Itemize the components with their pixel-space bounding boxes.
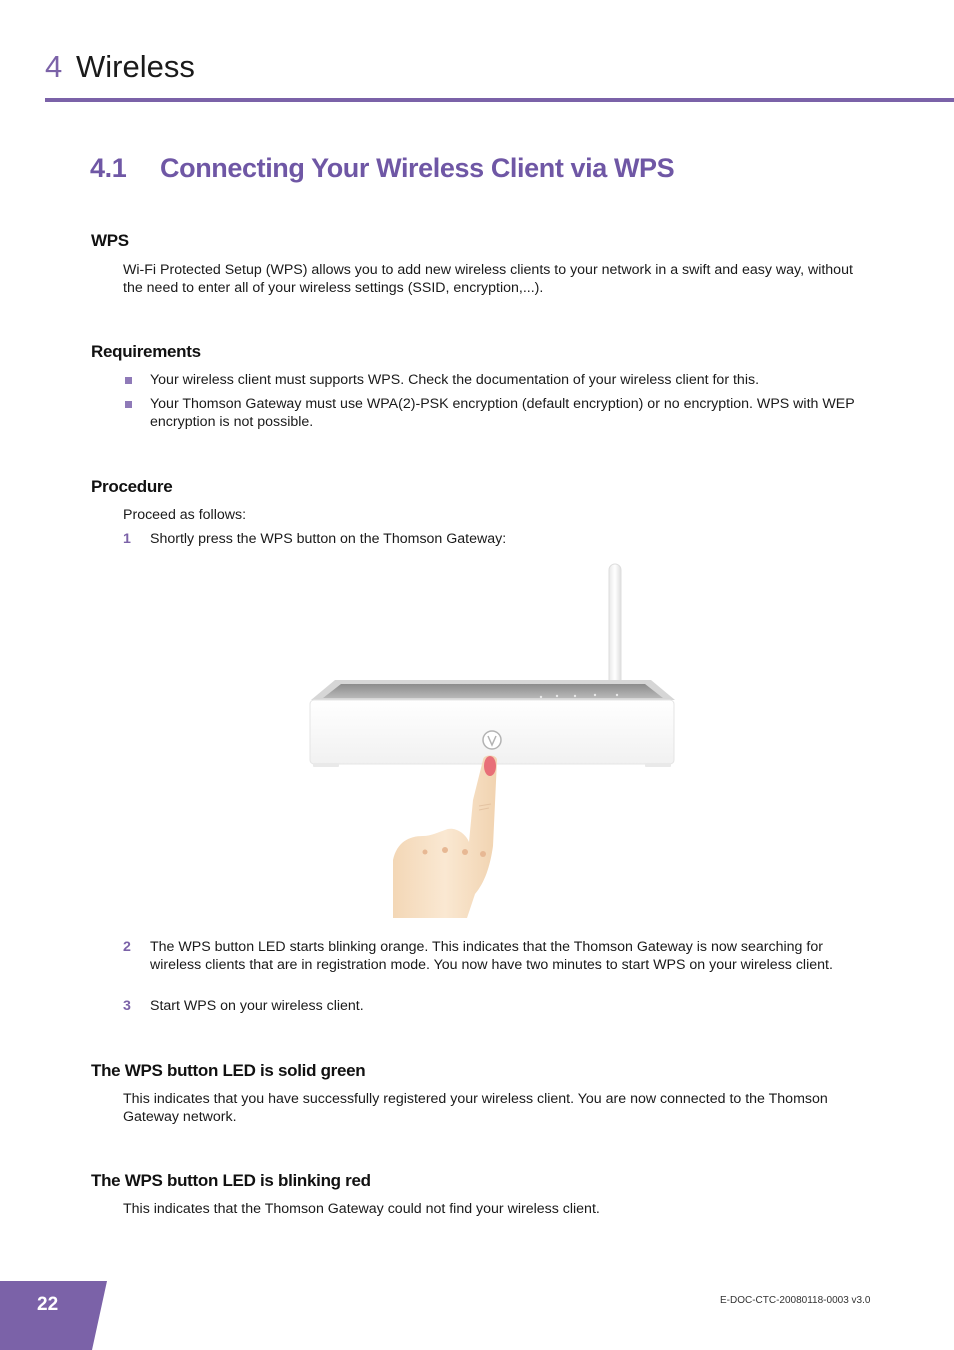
blinking-red-description: This indicates that the Thomson Gateway could not find your wireless client. [123, 1201, 600, 1217]
page-number: 22 [37, 1294, 59, 1315]
chapter-header [45, 48, 954, 102]
solid-green-heading: The WPS button LED is solid green [91, 1061, 366, 1080]
step-text: Start WPS on your wireless client. [150, 998, 364, 1014]
antenna-icon [609, 564, 621, 688]
bullet-square-icon [125, 401, 132, 408]
step-number: 3 [123, 998, 131, 1014]
chapter-title: Wireless [76, 49, 195, 84]
requirement-text: Your wireless client must supports WPS. Check the documentation of your wireless client for this. [150, 372, 760, 388]
section-heading: Connecting Your Wireless Client via WPS [160, 153, 675, 183]
wps-description: Wi-Fi Protected Setup (WPS) allows you to add new wireless clients to your network in a swift and easy way, without the need to enter all of your wireless settings (SSID, encryption,...). [123, 262, 853, 296]
bullet-square-icon [125, 377, 132, 384]
step-text: Shortly press the WPS button on the Thomson Gateway: [150, 531, 507, 547]
step-number: 1 [123, 531, 131, 547]
procedure-intro: Proceed as follows: [123, 507, 247, 523]
wps-button-icon [483, 731, 501, 749]
blinking-red-heading: The WPS button LED is blinking red [91, 1171, 371, 1190]
document-reference: E-DOC-CTC-20080118-0003 v3.0 [720, 1295, 871, 1306]
requirements-heading: Requirements [91, 342, 201, 361]
step-number: 2 [123, 939, 131, 955]
requirement-text: Your Thomson Gateway must use WPA(2)-PSK encryption (default encryption) or no encryption. WPS with WEP encryption is not possible. [150, 396, 855, 430]
hand-pressing-icon [393, 756, 497, 919]
section-title [90, 150, 850, 186]
section-number: 4.1 [90, 153, 127, 183]
solid-green-description: This indicates that you have successfully registered your wireless client. You are now connected to the Thomson Gateway network. [123, 1091, 828, 1125]
chapter-number: 4 [45, 49, 63, 84]
wps-heading: WPS [91, 231, 129, 250]
gateway-device-icon [310, 680, 675, 767]
procedure-heading: Procedure [91, 477, 173, 496]
gateway-wps-illustration [305, 560, 680, 922]
step-text: The WPS button LED starts blinking orange. This indicates that the Thomson Gateway is now searching for wireless clients that are in registration mode. You now have two minutes to start WPS on your wireless client. [150, 939, 833, 973]
